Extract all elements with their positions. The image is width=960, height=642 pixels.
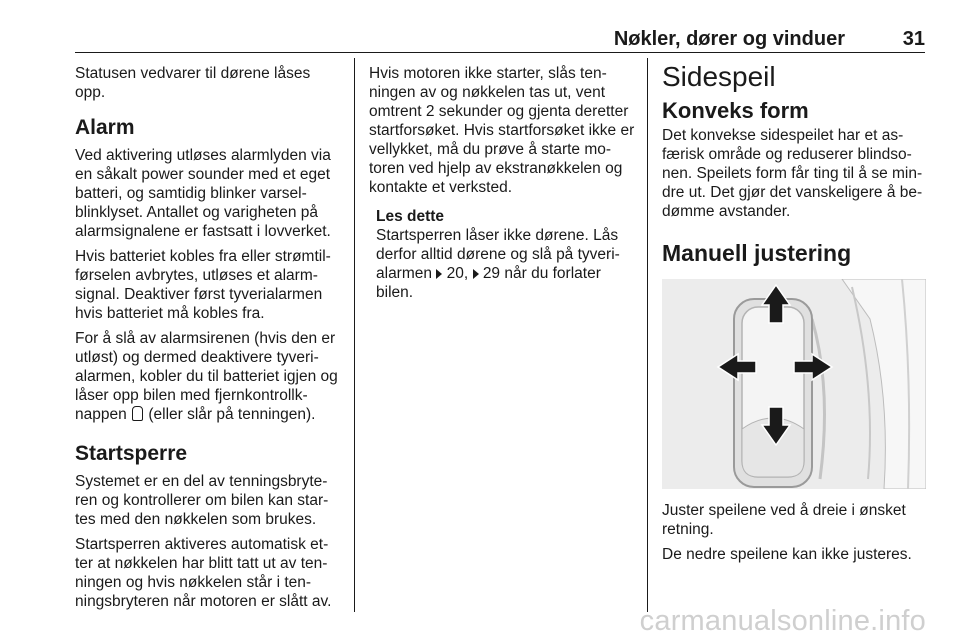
note-text <box>376 226 635 302</box>
watermark: carmanualsonline.info <box>639 605 926 637</box>
alarm-p3-text-b: (eller slår på tenningen). <box>144 406 316 423</box>
alarm-p3-text-a: For å slå av alarmsirenen (hvis den er utløst) og dermed deaktivere tyverialarmen, kobler du til batteriet igjen og låser opp bilen med fjernkontrollknappen <box>75 330 338 423</box>
konveks-heading: Konveks form <box>662 98 809 123</box>
page-number: 31 <box>902 28 925 50</box>
manuell-paragraph-2: De nedre speilene kan ikke justeres. <box>662 546 912 563</box>
column-right <box>662 60 926 570</box>
alarm-paragraph-1: Ved aktivering utløses alarmlyden via en såkalt power sounder med et eget batteri, og samtidig blinker varselblinklyset. Antallet og varigheten på alarmsignalene er fastsatt i lovverket. <box>75 147 331 240</box>
page-header <box>75 28 925 53</box>
alarm-paragraph-2: Hvis batteriet kobles fra eller strømtilførselen avbrytes, utløses et alarmsignal. Deaktiver først tyverialarmen hvis batteriet må kobles fra. <box>75 248 331 322</box>
chapter-heading: Sidespeil <box>662 61 776 92</box>
startsperre-paragraph-2: Startsperren aktiveres automatisk etter at nøkkelen har blitt tatt ut av tenningen og hvis nøkkelen står i tenningsbryteren når motoren er slått av. <box>75 536 332 610</box>
page-ref-link-2[interactable]: 29 <box>482 265 501 282</box>
alarm-paragraph-3 <box>75 329 341 424</box>
startsperre-paragraph-1: Systemet er en del av tenningsbryteren og kontrollerer om bilen kan startes med den nøkkelen som brukes. <box>75 473 329 528</box>
note-text-a: Startsperren låser ikke dørene. Lås derfor alltid dørene og slå på tyverialarmen <box>376 227 620 282</box>
column-left <box>75 64 341 617</box>
column-divider-1 <box>354 58 355 612</box>
arrow-right-icon <box>436 269 442 279</box>
manuell-paragraph-1: Juster speilene ved å dreie i ønsket retning. <box>662 502 906 538</box>
engine-start-paragraph: Hvis motoren ikke starter, slås tenningen av og nøkkelen tas ut, vent omtrent 2 sekunder og gjenta deretter startforsøket. Hvis startforsøket ikke er vellykket, må du prøve å starte motoren ved hjelp av ekstranøkkelen og kontakte et verksted. <box>369 65 635 196</box>
konveks-paragraph: Det konvekse sidespeilet har et asfærisk område og reduserer blindsonen. Speilets form får ting til å se mindre ut. Det gjør det vanskeligere å bedømme avstander. <box>662 127 923 220</box>
page-ref-link-1[interactable]: 20 <box>446 265 464 282</box>
note-box <box>376 207 635 302</box>
header-title: Nøkler, dører og vinduer <box>613 28 845 50</box>
intro-paragraph: Statusen vedvarer til dørene låses opp. <box>75 65 311 101</box>
ref-separator: , <box>463 265 473 282</box>
startsperre-heading: Startsperre <box>75 442 188 465</box>
mirror-adjustment-illustration <box>662 279 926 489</box>
remote-unlock-icon <box>132 406 143 421</box>
arrow-right-icon <box>473 269 479 279</box>
column-middle <box>369 64 635 308</box>
column-divider-2 <box>647 58 648 612</box>
note-title: Les dette <box>376 208 445 225</box>
alarm-heading: Alarm <box>75 116 135 139</box>
manuell-heading: Manuell justering <box>662 240 852 266</box>
note-text-b: når du forlater bilen. <box>376 265 601 301</box>
